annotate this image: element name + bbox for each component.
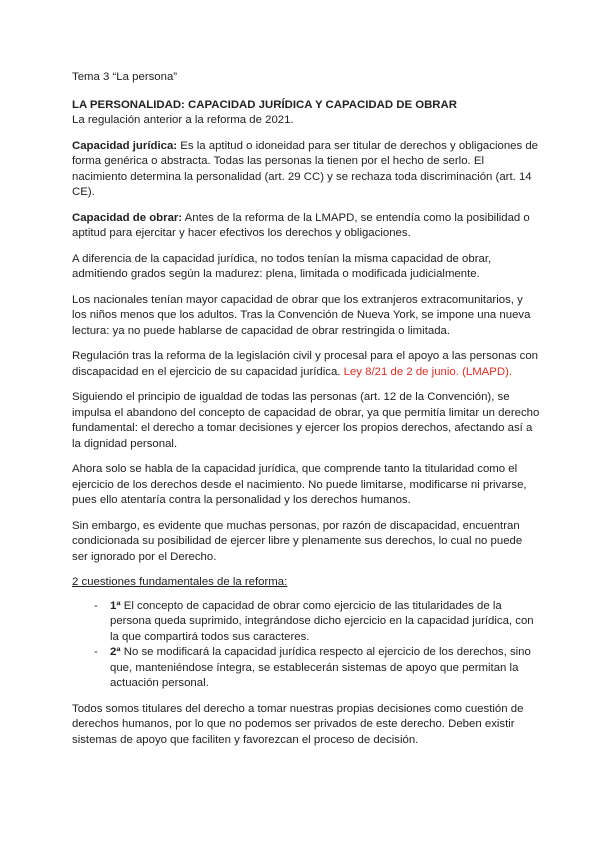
list-title: 2 cuestiones fundamentales de la reforma: [72, 576, 288, 588]
item-number: 2ª [110, 646, 121, 658]
paragraph-capacidad-ahora: Ahora solo se habla de la capacidad jurídica, que comprende tanto la titularidad como el ejercicio de los derechos desde el nacimiento. No puede limitarse, modificarse ni privarse, pues ello atentaría contra la personalidad y los derechos humanos. [72, 463, 527, 506]
term-capacidad-juridica: Capacidad jurídica: [72, 139, 178, 152]
paragraph-grados: A diferencia de la capacidad jurídica, no todos tenían la misma capacidad de obrar, admitiendo grados según la madurez: plena, limitada o modificada judicialmente. [72, 252, 492, 280]
item-text: No se modificará la capacidad jurídica respecto al ejercicio de los derechos, sino que, manteniéndose íntegra, se establecerán sistemas de apoyo que permitan la actuación personal. [110, 646, 531, 689]
regulacion-text: Regulación tras la reforma de la legislación civil y procesal para el apoyo a las personas con discapacidad en el ejercicio de su capacidad jurídica. [72, 350, 538, 378]
topic-title: Tema 3 “La persona” [72, 71, 178, 83]
paragraph-capacidad-juridica [72, 139, 540, 201]
paragraph-capacidad-obrar [72, 211, 540, 242]
section-heading: LA PERSONALIDAD: CAPACIDAD JURÍDICA Y CAPACIDAD DE OBRAR [72, 98, 457, 111]
law-reference: Ley 8/21 de 2 de junio. (LMAPD). [343, 365, 513, 378]
section-subheading: La regulación anterior a la reforma de 2021. [72, 114, 294, 126]
paragraph-regulacion [72, 349, 540, 380]
term-capacidad-obrar: Capacidad de obrar: [72, 211, 183, 224]
paragraph-sin-embargo: Sin embargo, es evidente que muchas personas, por razón de discapacidad, encuentran condicionada su posibilidad de ejercer libre y plenamente sus derechos, lo cual no puede ser ignorado por el Derecho. [72, 519, 523, 563]
paragraph-conclusion: Todos somos titulares del derecho a tomar nuestras propias decisiones como cuestión de derechos humanos, por lo que no podemos ser privados de este derecho. Deben existir sistemas de apoyo que faciliten y favorezcan el proceso de decisión. [72, 702, 524, 746]
reform-list [72, 599, 540, 692]
list-item [94, 599, 540, 646]
dash-bullet: - [94, 599, 98, 612]
definition-capacidad-obrar: Antes de la reforma de la LMAPD, se entendía como la posibilidad o aptitud para ejercitar y hacer efectivos los derechos y obligaciones. [72, 211, 530, 239]
list-item [94, 645, 540, 692]
paragraph-igualdad: Siguiendo el principio de igualdad de todas las personas (art. 12 de la Convención), se impulsa el abandono del concepto de capacidad de obrar, ya que permitía limitar un derecho fundamental: el derecho a tomar decisiones y ejercer los propios derechos, afectando así a la dignidad personal. [72, 391, 540, 450]
item-text: El concepto de capacidad de obrar como ejercicio de las titularidades de la persona queda suprimido, integrándose dicho ejercicio en la capacidad jurídica, con la que compartirá todos sus caracteres. [110, 599, 534, 643]
definition-capacidad-juridica: Es la aptitud o idoneidad para ser titular de derechos y obligaciones de forma genérica o abstracta. Todas las personas la tienen por el hecho de serlo. El nacimiento determina la personalidad (art. 29 CC) y se rechaza toda discriminación (art. 14 CE). [72, 139, 539, 198]
item-number: 1ª [110, 599, 121, 612]
paragraph-nacionales: Los nacionales tenían mayor capacidad de obrar que los extranjeros extracomunitarios, y los niños menos que los adultos. Tras la Convención de Nueva York, se impone una nueva lectura: ya no puede hablarse de capacidad de obrar restringida o limitada. [72, 293, 531, 337]
dash-bullet: - [94, 646, 98, 658]
